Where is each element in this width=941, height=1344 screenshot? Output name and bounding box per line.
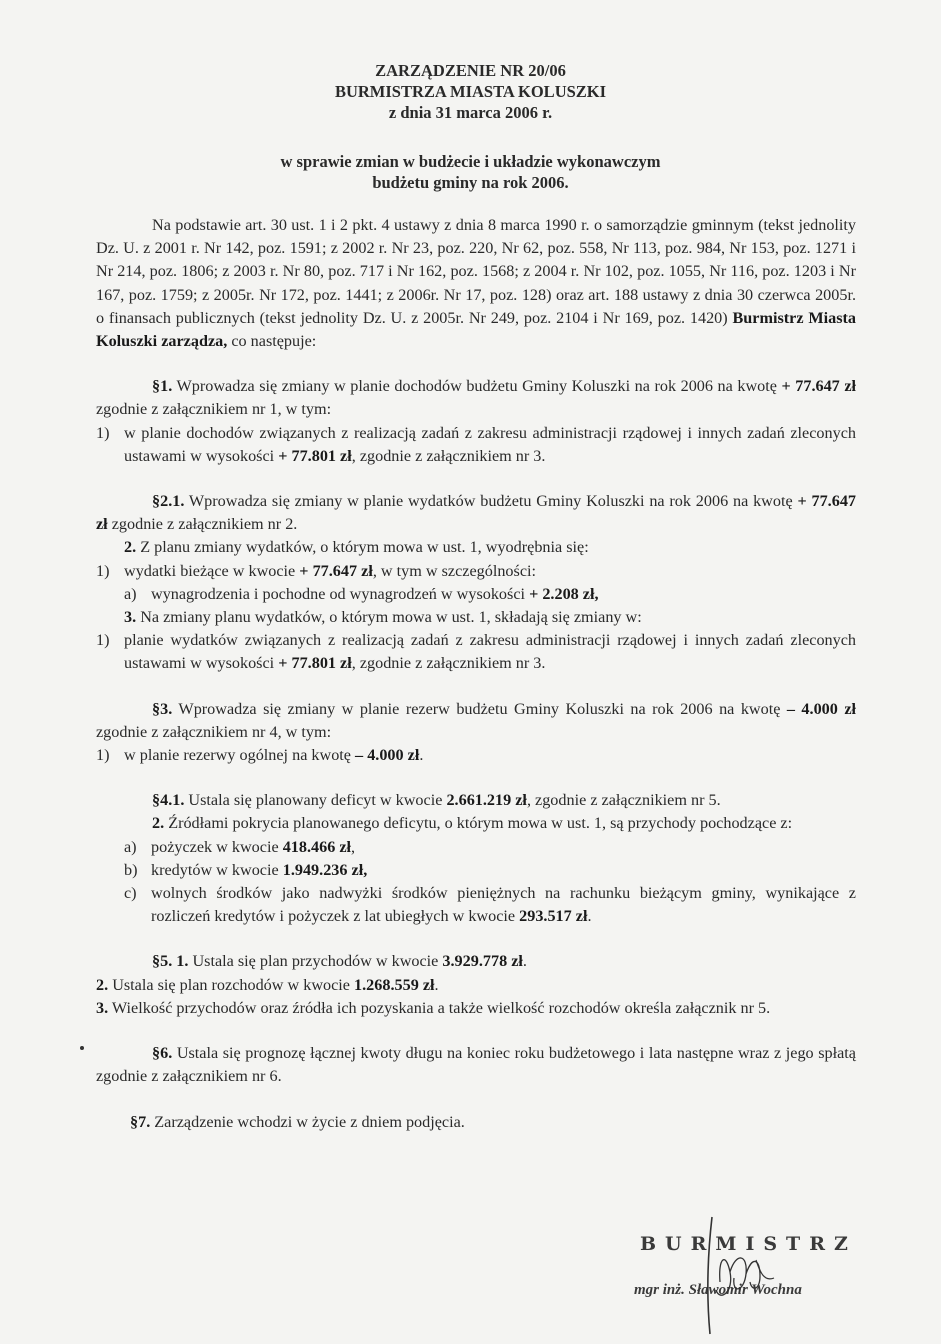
section-mark: §3. [152, 699, 173, 718]
list-item: 1) w planie dochodów związanych z realizacją zadań z zakresu administracji rządowej i innych zadań zleconych ustawami w wysokości + 77.801 zł, zgodnie z załącznikiem nr 3. [96, 423, 856, 465]
section-3: §3. Wprowadza się zmiany w planie rezerw budżetu Gminy Koluszki na rok 2006 na kwotę – 4.000 zł zgodnie z załącznikiem nr 4, w tym: 1) w planie rezerwy ogólnej na kwotę – 4.000 zł. [96, 698, 856, 768]
signature-title: BURMISTRZ [640, 1233, 857, 1255]
handwritten-signature [690, 1212, 800, 1337]
section-2: §2.1. Wprowadza się zmiany w planie wydatków budżetu Gminy Koluszki na rok 2006 na kwotę + 77.647 zł zgodnie z załącznikiem nr 2. 2. Z planu zmiany wydatków, o którym mowa w ust. 1, wyodrębnia się: 1) wydatki bieżące w kwocie + 77.647 zł, w tym w szczególności: a) wynagrodzenia i pochodne od wynagrodzeń w wysokości + 2.208 zł, 3. Na zmiany planu wydatków, o którym mowa w ust. 1, składają się zmiany w: 1) planie wydatków związanych z realizacją zadań z zakresu administracji rządowej i innych zadań zleconych ustawami w wysokości + 77.801 zł, zgodnie z załącznikiem nr 3. [96, 490, 856, 676]
sub-item: b) kredytów w kwocie 1.949.236 zł, [124, 860, 368, 879]
issuer: BURMISTRZA MIASTA KOLUSZKI [334, 82, 607, 101]
amount: + 77.647 zł [96, 492, 857, 534]
section-mark: §7. [130, 1112, 151, 1131]
amount: – 4.000 zł [786, 699, 857, 718]
amount: 2.661.219 zł [446, 791, 527, 810]
amount: + 77.647 zł [781, 377, 857, 396]
section-mark: §6. [152, 1044, 173, 1063]
signatory-name: mgr inż. Sławomir Wochna [634, 1282, 802, 1298]
amount: 3.929.778 zł [442, 952, 523, 971]
section-4: §4.1. Ustala się planowany deficyt w kwocie 2.661.219 zł, zgodnie z załącznikiem nr 5. 2. Źródłami pokrycia planowanego deficytu, o którym mowa w ust. 1, są przychody pochodzące z: a) pożyczek w kwocie 418.466 zł, b) kredytów w kwocie 1.949.236 zł, c) wolnych środków jako nadwyżki środków pieniężnych na rachunku bieżącym gminy, wynikające z rozliczeń kredytów i pożyczek z lat ubiegłych w kwocie 293.517 zł. [96, 789, 856, 928]
paragraph-2: 2. Źródłami pokrycia planowanego deficytu, o którym mowa w ust. 1, są przychody pochodzące z: [152, 814, 793, 833]
subject-line-1: w sprawie zmian w budżecie i układzie wykonawczym [280, 152, 661, 171]
sub-item: a) pożyczek w kwocie 418.466 zł, [124, 837, 356, 856]
section-mark: §5. 1. [152, 952, 189, 971]
section-mark: §1. [152, 377, 173, 396]
section-1: §1. Wprowadza się zmiany w planie dochodów budżetu Gminy Koluszki na rok 2006 na kwotę + 77.647 zł zgodnie z załącznikiem nr 1, w tym: 1) w planie dochodów związanych z realizacją zadań z zakresu administracji rządowej i innych zadań zleconych ustawami w wysokości + 77.801 zł, zgodnie z załącznikiem nr 3. [96, 375, 856, 468]
document-subject [0, 151, 941, 193]
paragraph-2: 2. Ustala się plan rozchodów w kwocie 1.268.559 zł. [96, 975, 439, 994]
section-mark: §4.1. [152, 791, 185, 810]
subject-line-2: budżetu gminy na rok 2006. [372, 173, 569, 192]
sub-item: a) wynagrodzenia i pochodne od wynagrodzeń w wysokości + 2.208 zł, [124, 584, 599, 603]
issue-date: z dnia 31 marca 2006 r. [388, 103, 553, 122]
ordinance-number: ZARZĄDZENIE NR 20/06 [375, 61, 566, 80]
section-5: §5. 1. Ustala się plan przychodów w kwocie 3.929.778 zł. 2. Ustala się plan rozchodów w kwocie 1.268.559 zł. 3. Wielkość przychodów oraz źródła ich pozyskania a także wielkość rozchodów określa załącznik nr 5. [96, 950, 856, 1020]
list-item: 1) w planie rezerwy ogólnej na kwotę – 4.000 zł. [96, 746, 424, 765]
section-mark: §2.1. [152, 492, 185, 511]
paragraph-2: 2. Z planu zmiany wydatków, o którym mowa w ust. 1, wyodrębnia się: [124, 538, 589, 557]
sub-item: c) wolnych środków jako nadwyżki środków pieniężnych na rachunku bieżącym gminy, wynikające z rozliczeń kredytów i pożyczek z lat ubiegłych w kwocie 293.517 zł. [124, 884, 856, 926]
paragraph-3: 3. Na zmiany planu wydatków, o którym mowa w ust. 1, składają się zmiany w: [124, 608, 642, 627]
paragraph-3: 3. Wielkość przychodów oraz źródła ich pozyskania a także wielkość rozchodów określa załącznik nr 5. [96, 998, 771, 1017]
preamble: Na podstawie art. 30 ust. 1 i 2 pkt. 4 ustawy z dnia 8 marca 1990 r. o samorządzie gminnym (tekst jednolity Dz. U. z 2001 r. Nr 142, poz. 1591; z 2002 r. Nr 23, poz. 220, Nr 62, poz. 558, Nr 113, poz. 984, Nr 153, poz. 1271 i Nr 214, poz. 1806; z 2003 r. Nr 80, poz. 717 i Nr 162, poz. 1568; z 2004 r. Nr 102, poz. 1055, Nr 116, poz. 1203 i Nr 167, poz. 1759; z 2005r. Nr 172, poz. 1441; z 2006r. Nr 17, poz. 128) oraz art. 188 ustawy z dnia 30 czerwca 2005r. o finansach publicznych (tekst jednolity Dz. U. z 2005r. Nr 249, poz. 2104 i Nr 169, poz. 1420) Burmistrz Miasta Koluszki zarządza, co następuje: [96, 216, 856, 351]
document-header [0, 60, 941, 123]
list-item: 1) wydatki bieżące w kwocie + 77.647 zł, w tym w szczególności: [96, 561, 536, 580]
section-7: §7. Zarządzenie wchodzi w życie z dniem podjęcia. [130, 1112, 465, 1131]
document-body [96, 214, 856, 1134]
section-6: §6. Ustala się prognozę łącznej kwoty długu na koniec roku budżetowego i lata następne wraz z jego spłatą zgodnie z załącznikiem nr 6. [96, 1044, 856, 1086]
list-item: 1) planie wydatków związanych z realizacją zadań z zakresu administracji rządowej i innych zadań zleconych ustawami w wysokości + 77.801 zł, zgodnie z załącznikiem nr 3. [96, 631, 856, 673]
speck [80, 1046, 84, 1050]
